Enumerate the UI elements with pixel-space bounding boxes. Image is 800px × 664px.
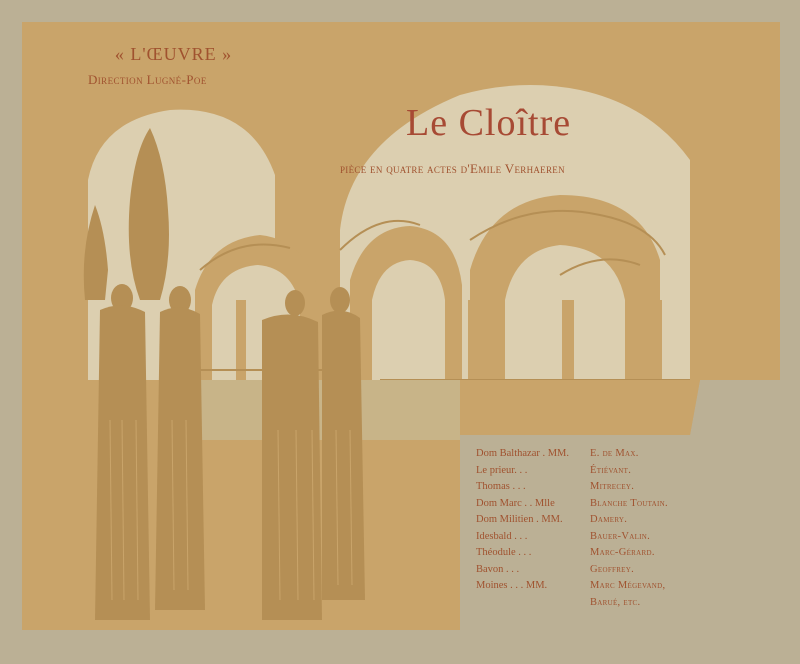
cast-row bbox=[476, 562, 736, 579]
cast-row bbox=[476, 512, 736, 529]
theatre-name: « L'ŒUVRE » bbox=[114, 44, 233, 64]
cast-row bbox=[476, 529, 736, 546]
cast-actor: Marc-Gérard. bbox=[590, 547, 655, 558]
cast-row bbox=[476, 595, 736, 612]
cast-role: Théodule . . . bbox=[476, 547, 532, 558]
direction-credit: Direction Lugné-Poe bbox=[88, 72, 207, 87]
cast-list bbox=[476, 446, 736, 611]
cast-row bbox=[476, 496, 736, 513]
cast-role: Dom Militien . MM. bbox=[476, 514, 563, 525]
cast-actor: Barué, etc. bbox=[590, 596, 641, 608]
cast-actor: Blanche Toutain. bbox=[590, 497, 668, 509]
cast-actor: E. de Max. bbox=[590, 448, 639, 459]
cast-row bbox=[476, 545, 736, 562]
middle-vault-opening bbox=[372, 260, 445, 380]
cast-actor: Étiévant. bbox=[590, 464, 632, 476]
cast-role: Dom Marc . . Mlle bbox=[476, 497, 555, 509]
cast-role: Idesbald . . . bbox=[476, 530, 528, 542]
cast-actor: Damery. bbox=[590, 514, 628, 525]
cast-role: Le prieur. . . bbox=[476, 464, 528, 476]
cast-actor: Marc Mégevand, bbox=[590, 580, 666, 591]
cast-role: Thomas . . . bbox=[476, 481, 526, 492]
cast-actor: Geoffrey. bbox=[590, 563, 635, 575]
cast-role: Moines . . . MM. bbox=[476, 580, 548, 591]
cast-role bbox=[476, 595, 590, 612]
cast-role: Dom Balthazar . MM. bbox=[476, 448, 570, 459]
cast-row bbox=[476, 446, 736, 463]
cast-actor: Bauer-Valin. bbox=[590, 530, 651, 542]
play-subtitle: pièce en quatre actes d'Emile Verhaeren bbox=[340, 161, 565, 176]
cast-role: Bavon . . . bbox=[476, 563, 520, 575]
cast-row bbox=[476, 463, 736, 480]
play-title: Le Cloître bbox=[406, 102, 572, 144]
cast-row bbox=[476, 578, 736, 595]
cast-row bbox=[476, 479, 736, 496]
cast-actor: Mitrecey. bbox=[590, 481, 635, 492]
